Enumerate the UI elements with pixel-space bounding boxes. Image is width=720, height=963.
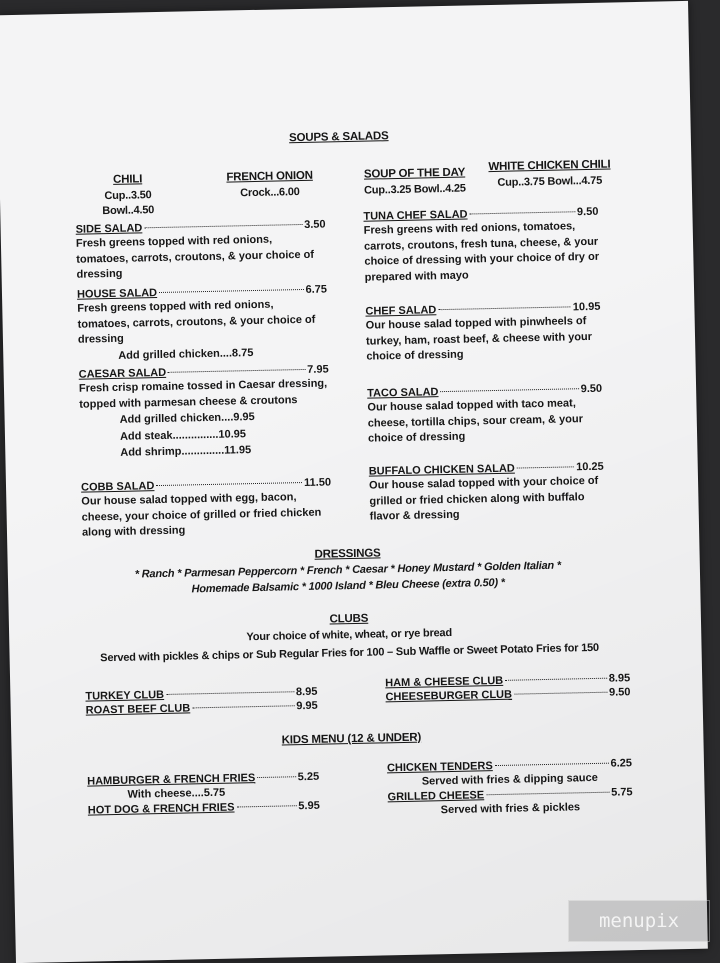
- clubs-section: [9, 606, 690, 668]
- menu-item: TURKEY CLUB 8.95: [85, 686, 317, 703]
- soup-of-the-day: SOUP OF THE DAY Cup..3.25 Bowl..4.25: [354, 165, 475, 199]
- watermark-logo: menupix: [568, 900, 710, 942]
- dressings-line-1: * Ranch * Parmesan Peppercorn * French * Caesar * Honey Mustard * Golden Italian *: [8, 556, 688, 586]
- menu-item: CHICKEN TENDERS 6.25: [387, 757, 632, 774]
- soup-white-chicken-chili: WHITE CHICKEN CHILI Cup..3.75 Bowl...4.75: [484, 157, 615, 191]
- kids-right: CHICKEN TENDERS 6.25 Served with fries & dipping sauce GRILLED CHEESE 5.75 Served with fries & pickles: [387, 757, 633, 819]
- clubs-right: [385, 672, 630, 703]
- clubs-line-1: Your choice of white, wheat, or rye bread: [9, 621, 689, 651]
- clubs-title: CLUBS: [9, 606, 689, 632]
- soup-chili: CHILI Cup..3.50 Bowl..4.50: [77, 172, 178, 221]
- menu-page: [0, 1, 708, 963]
- menu-item: CHEESEBURGER CLUB 9.50: [385, 686, 630, 703]
- menu-item: HOT DOG & FRENCH FRIES 5.95: [88, 799, 320, 816]
- dressings-line-2: Homemade Balsamic * 1000 Island * Bleu Cheese (extra 0.50) *: [8, 571, 688, 601]
- taco-salad: TACO SALAD 9.50 Our house salad topped with taco meat, cheese, tortilla chips, sour cream, & your choice of dressing: [367, 383, 603, 447]
- clubs-left: [85, 686, 317, 717]
- clubs-line-2: Served with pickles & chips or Sub Regular Fries for 100 – Sub Waffle or Sweet Potato Fries for 150: [9, 638, 689, 668]
- house-salad: HOUSE SALAD 6.75 Fresh greens topped with red onions, tomatoes, carrots, croutons, & your choice of dressing Add grilled chicken....8.75: [77, 283, 329, 364]
- cobb-salad: COBB SALAD 11.50 Our house salad topped with egg, bacon, cheese, your choice of grilled or fried chicken along with dressing: [81, 476, 332, 541]
- soup-french-onion: FRENCH ONION Crock...6.00: [214, 169, 325, 202]
- dressings-section: [7, 541, 688, 601]
- dressings-title: DRESSINGS: [7, 541, 687, 567]
- kids-left: HAMBURGER & FRENCH FRIES 5.25 With cheese....5.75 HOT DOG & FRENCH FRIES 5.95: [87, 771, 320, 816]
- section-title-kids: KIDS MENU (12 & UNDER): [11, 726, 691, 752]
- menu-item: GRILLED CHEESE 5.75: [387, 786, 632, 803]
- side-salad: SIDE SALAD 3.50 Fresh greens topped with red onions, tomatoes, carrots, croutons, & your choice of dressing: [76, 218, 327, 283]
- buffalo-chicken-salad: BUFFALO CHICKEN SALAD 10.25 Our house salad topped with your choice of grilled or fried chicken along with buffalo flavor & dressing: [369, 461, 605, 525]
- menu-item: HAMBURGER & FRENCH FRIES 5.25: [87, 771, 319, 788]
- menu-item: ROAST BEEF CLUB 9.95: [86, 700, 318, 717]
- section-title-soups-salads: SOUPS & SALADS: [0, 124, 679, 150]
- caesar-salad: CAESAR SALAD 7.95 Fresh crisp romaine tossed in Caesar dressing, topped with parmesan cheese & croutons Add grilled chicken....9.95 Add steak...............10.95 Add shrimp..............11.95: [79, 363, 331, 462]
- tuna-chef-salad: TUNA CHEF SALAD 9.50 Fresh greens with red onions, tomatoes, carrots, croutons, fresh tuna, cheese, & your choice of dressing with your choice of dry or prepared with mayo: [363, 206, 600, 286]
- menu-item: HAM & CHEESE CLUB 8.95: [385, 672, 630, 689]
- chef-salad: CHEF SALAD 10.95 Our house salad topped with pinwheels of turkey, ham, roast beef, & cheese with your choice of dressing: [365, 301, 601, 365]
